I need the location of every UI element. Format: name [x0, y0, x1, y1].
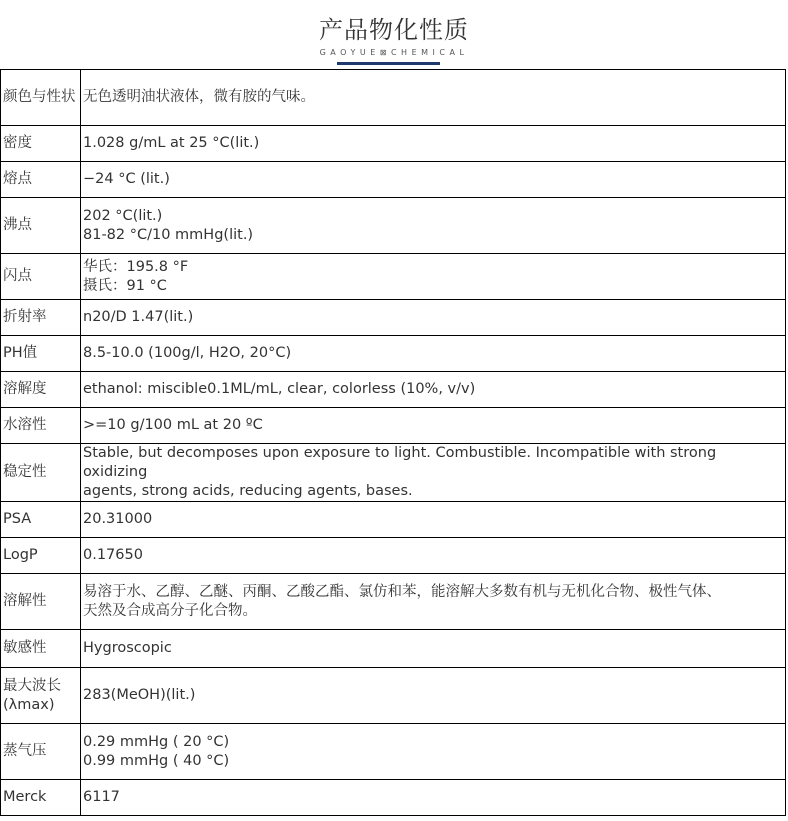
property-value-line: 0.99 mmHg ( 40 °C): [83, 752, 230, 769]
property-name: 水溶性: [1, 408, 81, 444]
property-value-line: agents, strong acids, reducing agents, bases.: [83, 483, 413, 499]
property-value: [81, 162, 786, 198]
property-value-line: Hygroscopic: [83, 640, 172, 656]
property-name: Merck: [1, 780, 81, 816]
property-value-line: 无色透明油状液体，微有胺的气味。: [83, 89, 315, 105]
property-value-line: 易溶于水、乙醇、乙醚、丙酮、乙酸乙酯、氯仿和苯，能溶解大多数有机与无机化合物、极性气体、: [83, 583, 721, 600]
property-value-line: Stable, but decomposes upon exposure to light. Combustible. Incompatible with strong oxidizing: [83, 445, 717, 480]
property-name: 闪点: [1, 254, 81, 300]
property-name: PH值: [1, 336, 81, 372]
property-name: 沸点: [1, 198, 81, 254]
property-value: [81, 254, 786, 300]
property-value: [81, 724, 786, 780]
table-row: [1, 408, 786, 444]
page-header: [0, 0, 788, 68]
table-row: [1, 198, 786, 254]
table-row: [1, 780, 786, 816]
table-row: [1, 444, 786, 502]
table-row: [1, 630, 786, 668]
property-value-line: 天然及合成高分子化合物。: [83, 602, 257, 619]
property-name: 密度: [1, 126, 81, 162]
property-value: [81, 574, 786, 630]
property-value-line: 20.31000: [83, 511, 153, 527]
brand-subtitle: GAOYUE⊠CHEMICAL: [319, 48, 469, 57]
property-name: 蒸气压: [1, 724, 81, 780]
property-value-line: n20/D 1.47(lit.): [83, 309, 194, 325]
property-value: [81, 668, 786, 724]
property-name: 敏感性: [1, 630, 81, 668]
property-name: 颜色与性状: [1, 70, 81, 126]
property-value-line: 6117: [83, 789, 120, 805]
property-value: [81, 408, 786, 444]
property-name: 稳定性: [1, 444, 81, 502]
property-value: [81, 444, 786, 502]
property-name: 熔点: [1, 162, 81, 198]
property-value-line: ethanol: miscible0.1ML/mL, clear, colorless (10%, v/v): [83, 381, 476, 397]
property-value: [81, 372, 786, 408]
property-value-line: −24 °C (lit.): [83, 171, 170, 187]
property-name: PSA: [1, 502, 81, 538]
property-value-line: >=10 g/100 mL at 20 ºC: [83, 417, 263, 433]
property-name: 溶解性: [1, 574, 81, 630]
properties-table: [0, 69, 786, 816]
table-row: [1, 126, 786, 162]
table-row: [1, 336, 786, 372]
property-name: 折射率: [1, 300, 81, 336]
property-value: [81, 502, 786, 538]
page-title: 产品物化性质: [319, 16, 469, 44]
property-value-line: 0.29 mmHg ( 20 °C): [83, 733, 230, 750]
table-row: [1, 724, 786, 780]
title-underline: [337, 62, 440, 65]
property-value: [81, 336, 786, 372]
table-row: [1, 668, 786, 724]
table-row: [1, 300, 786, 336]
property-value: [81, 630, 786, 668]
property-value-line: 华氏：195.8 °F: [83, 258, 189, 275]
property-name: 最大波长(λmax): [1, 668, 81, 724]
table-row: [1, 574, 786, 630]
table-row: [1, 538, 786, 574]
properties-table-body: [1, 70, 786, 816]
table-row: [1, 70, 786, 126]
property-value-line: 摄氏：91 °C: [83, 277, 167, 294]
property-value: [81, 126, 786, 162]
property-value-line: 283(MeOH)(lit.): [83, 687, 196, 703]
table-row: [1, 162, 786, 198]
property-name: 溶解度: [1, 372, 81, 408]
property-value-line: 81-82 °C/10 mmHg(lit.): [83, 226, 254, 243]
table-row: [1, 372, 786, 408]
property-value: [81, 300, 786, 336]
property-value-line: 1.028 g/mL at 25 °C(lit.): [83, 135, 260, 151]
table-row: [1, 254, 786, 300]
property-value-line: 0.17650: [83, 547, 143, 563]
property-value-line: 8.5-10.0 (100g/l, H2O, 20°C): [83, 345, 292, 361]
property-value-line: 202 °C(lit.): [83, 207, 163, 224]
table-row: [1, 502, 786, 538]
property-value: [81, 538, 786, 574]
property-name: LogP: [1, 538, 81, 574]
property-value: [81, 198, 786, 254]
property-value: [81, 780, 786, 816]
property-value: [81, 70, 786, 126]
